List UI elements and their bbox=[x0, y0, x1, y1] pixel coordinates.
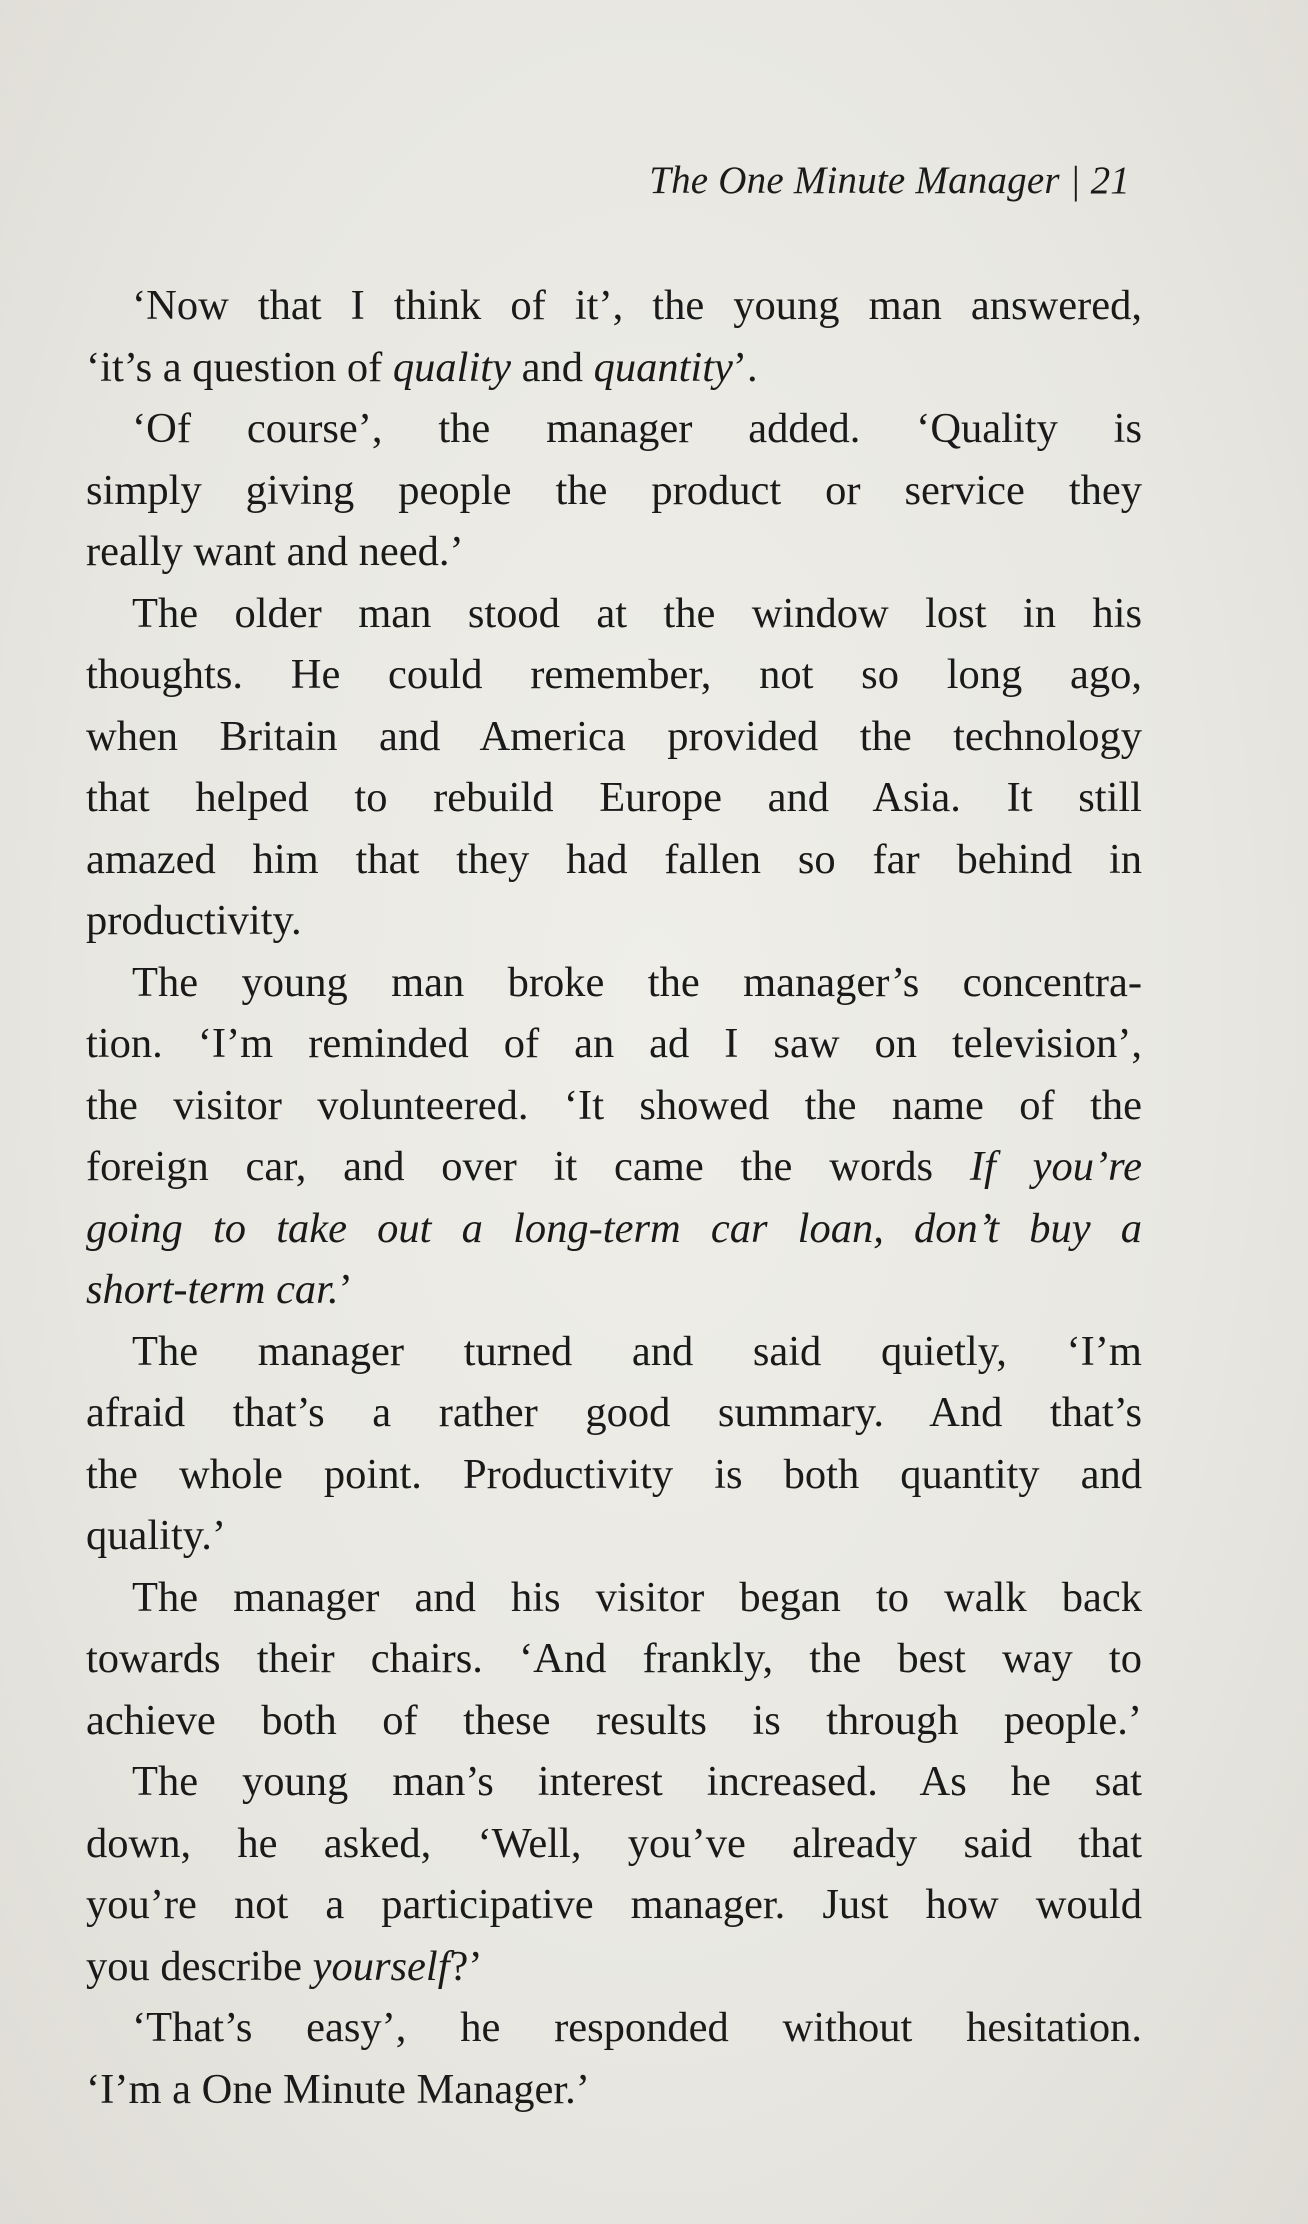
text-run: when Britain and America provided the technology bbox=[86, 712, 1142, 760]
text-line bbox=[86, 1136, 1142, 1198]
running-head: The One Minute Manager | 21 bbox=[649, 159, 1130, 202]
text-line bbox=[86, 1075, 1142, 1137]
text-run: The manager and his visitor began to walk back bbox=[132, 1573, 1142, 1621]
italic-text: quality bbox=[392, 343, 511, 391]
italic-text: yourself bbox=[312, 1942, 450, 1990]
text-run: ‘I’m a One Minute Manager.’ bbox=[86, 2065, 590, 2113]
text-run: The young man’s interest increased. As he sat bbox=[132, 1758, 1142, 1805]
text-line bbox=[86, 1628, 1142, 1690]
text-line bbox=[86, 829, 1142, 891]
text-run: The manager turned and said quietly, ‘I’m bbox=[132, 1327, 1142, 1375]
text-run: simply giving people the product or service they bbox=[86, 466, 1142, 514]
text-line bbox=[86, 1936, 1142, 1998]
text-line bbox=[86, 644, 1142, 706]
text-run: you describe bbox=[86, 1942, 313, 1990]
text-line bbox=[86, 1013, 1142, 1075]
text-run: ‘Of course’, the manager added. ‘Quality is bbox=[132, 405, 1142, 452]
text-line bbox=[86, 1997, 1142, 2059]
text-line bbox=[86, 952, 1142, 1014]
text-run: and bbox=[510, 343, 594, 391]
text-line bbox=[86, 337, 1142, 399]
text-run: achieve both of these results is through people.’ bbox=[86, 1696, 1142, 1744]
text-line bbox=[86, 398, 1142, 460]
text-run: towards their chairs. ‘And frankly, the best way to bbox=[86, 1635, 1142, 1682]
text-run: down, he asked, ‘Well, you’ve already said that bbox=[86, 1819, 1142, 1867]
text-run: afraid that’s a rather good summary. And that’s bbox=[86, 1389, 1142, 1436]
text-line bbox=[86, 521, 1142, 583]
text-line bbox=[86, 767, 1142, 829]
text-run: ?’ bbox=[449, 1942, 483, 1990]
text-run: the visitor volunteered. ‘It showed the name of the bbox=[86, 1081, 1142, 1129]
text-run: ’. bbox=[732, 343, 758, 391]
italic-text: If you’re bbox=[969, 1143, 1142, 1190]
text-run: you’re not a participative manager. Just how would bbox=[86, 1881, 1142, 1928]
italic-text: quantity bbox=[593, 343, 733, 391]
text-line bbox=[86, 275, 1142, 337]
text-run: ‘it’s a question of bbox=[86, 343, 393, 391]
text-line bbox=[86, 1813, 1142, 1875]
text-line bbox=[86, 706, 1142, 768]
text-run: productivity. bbox=[86, 897, 302, 944]
text-run: amazed him that they had fallen so far behind in bbox=[86, 835, 1142, 883]
text-line bbox=[86, 2059, 1142, 2121]
text-line bbox=[86, 1444, 1142, 1506]
text-run: thoughts. He could remember, not so long ago, bbox=[86, 651, 1142, 698]
text-run: ‘That’s easy’, he responded without hesitation. bbox=[132, 2004, 1142, 2051]
text-line bbox=[86, 583, 1142, 645]
text-run: that helped to rebuild Europe and Asia. It still bbox=[86, 774, 1142, 821]
text-line bbox=[86, 1567, 1142, 1629]
text-run: The young man broke the manager’s concentra- bbox=[132, 958, 1142, 1006]
text-run: really want and need.’ bbox=[86, 528, 464, 575]
text-run: tion. ‘I’m reminded of an ad I saw on television’, bbox=[86, 1020, 1142, 1067]
text-run: the whole point. Productivity is both quantity and bbox=[86, 1450, 1142, 1498]
text-run: quality.’ bbox=[86, 1512, 227, 1559]
text-line bbox=[86, 1259, 1142, 1321]
text-line bbox=[86, 890, 1142, 952]
text-run: ‘Now that I think of it’, the young man answered, bbox=[132, 282, 1142, 329]
italic-text: short-term car. bbox=[86, 1266, 339, 1313]
text-line bbox=[86, 1874, 1142, 1936]
text-run: foreign car, and over it came the words bbox=[86, 1143, 970, 1190]
text-line bbox=[86, 1382, 1142, 1444]
text-line bbox=[86, 1751, 1142, 1813]
text-line bbox=[86, 1321, 1142, 1383]
text-line bbox=[86, 1198, 1142, 1260]
italic-text: going to take out a long-term car loan, don’t buy a bbox=[86, 1204, 1142, 1252]
text-line bbox=[86, 460, 1142, 522]
text-run: ’ bbox=[338, 1266, 353, 1313]
text-run: The older man stood at the window lost in his bbox=[132, 589, 1142, 637]
text-line bbox=[86, 1505, 1142, 1567]
text-line bbox=[86, 1690, 1142, 1752]
body-text bbox=[86, 275, 1142, 2120]
